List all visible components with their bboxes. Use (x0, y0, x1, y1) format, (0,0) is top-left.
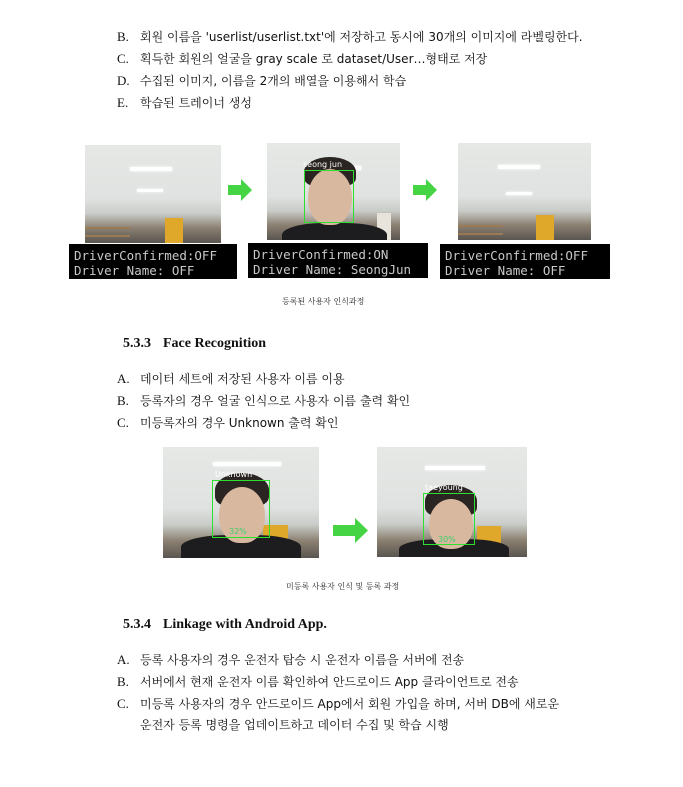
list-text: 서버에서 현재 운전자 이름 확인하여 안드로이드 App 클라이언트로 전송 (140, 675, 519, 689)
figure-caption: 등록된 사용자 인식과정 (282, 297, 365, 306)
confidence-label: 30% (438, 535, 456, 544)
console-line: Driver Name: SeongJun (253, 262, 412, 277)
list-text: 수집된 이미지, 이름을 2개의 배열을 이용해서 학습 (140, 74, 407, 88)
list-marker: B. (117, 393, 129, 408)
list-text: 획득한 회원의 얼굴을 gray scale 로 dataset/User…형태로 저장 (140, 52, 488, 66)
section-number: 5.3.4 (123, 617, 151, 632)
confidence-label: 32% (229, 527, 247, 536)
list-marker: A. (117, 371, 130, 386)
list-marker: C. (117, 51, 129, 66)
list-marker: A. (117, 652, 130, 667)
registered-user-photo (377, 447, 527, 557)
list-marker: E. (117, 95, 129, 110)
console-line: Driver Name: OFF (74, 263, 195, 278)
list-text: 등록자의 경우 얼굴 인식으로 사용자 이름 출력 확인 (140, 394, 411, 408)
list-marker: B. (117, 29, 129, 44)
section-number: 5.3.3 (123, 336, 151, 351)
empty-room-photo (458, 143, 591, 240)
section-title: Linkage with Android App. (163, 617, 327, 632)
console-output (248, 243, 428, 278)
list-text: 미등록자의 경우 Unknown 출력 확인 (140, 416, 339, 430)
console-line: DriverConfirmed:ON (253, 247, 389, 262)
list-text: 회원 이름을 'userlist/userlist.txt'에 저장하고 동시에 30개의 이미지에 라벨링한다. (140, 30, 583, 44)
list-marker: C. (117, 415, 129, 430)
face-label: Unknown (215, 470, 253, 479)
list-marker: D. (117, 73, 130, 88)
arrow-right-icon (228, 179, 252, 201)
unknown-user-photo (163, 447, 319, 558)
list-text: 미등록 사용자의 경우 안드로이드 App에서 회원 가입을 하며, 서버 DB에 새로운 (140, 697, 560, 711)
face-label: taeyoung (425, 483, 463, 492)
console-line: Driver Name: OFF (445, 263, 566, 278)
face-label: seong jun (303, 160, 343, 169)
section-heading (123, 336, 266, 352)
arrow-right-icon (413, 179, 437, 201)
list-marker: B. (117, 674, 129, 689)
section-heading (123, 617, 327, 633)
console-output (440, 244, 610, 279)
section-title: Face Recognition (163, 336, 267, 351)
list-text: 운전자 등록 명령을 업데이트하고 데이터 수집 및 학습 시행 (140, 718, 449, 732)
list-text: 등록 사용자의 경우 운전자 탑승 시 운전자 이름을 서버에 전송 (140, 653, 465, 667)
figure-caption: 미등록 사용자 인식 및 등록 과정 (286, 582, 400, 591)
console-output (69, 244, 237, 279)
console-line: DriverConfirmed:OFF (445, 248, 588, 263)
arrow-right-icon (333, 518, 368, 543)
list-text: 학습된 트레이너 생성 (140, 96, 252, 110)
list-marker: C. (117, 696, 129, 711)
empty-room-photo (85, 145, 221, 243)
list-text: 데이터 세트에 저장된 사용자 이름 이용 (140, 372, 345, 386)
recognized-driver-photo (267, 143, 400, 240)
console-line: DriverConfirmed:OFF (74, 248, 217, 263)
